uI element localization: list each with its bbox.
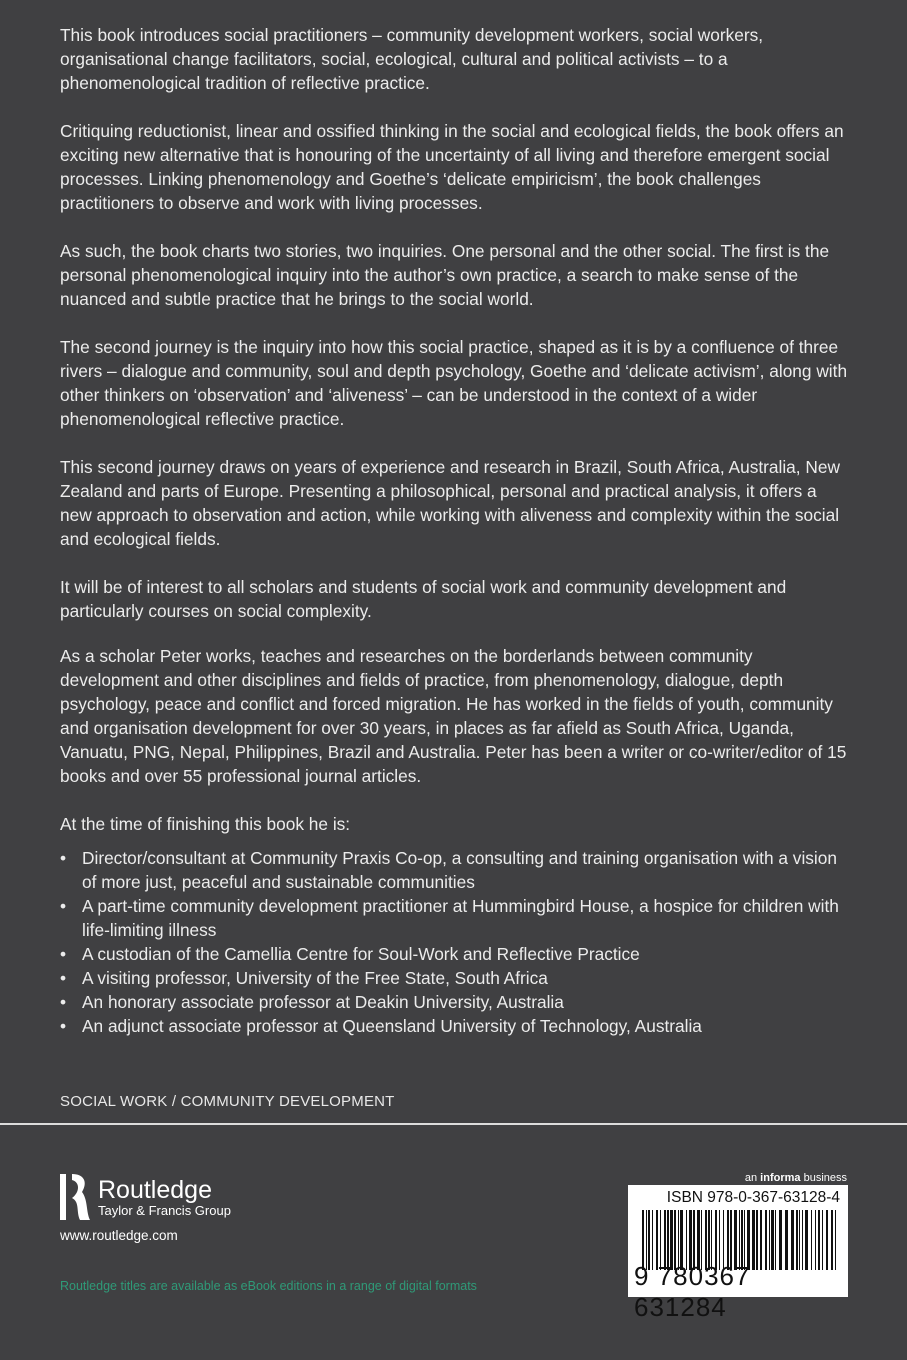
book-description (60, 23, 850, 647)
description-paragraph: As such, the book charts two stories, two inquiries. One personal and the other social. The first is the personal phenomenological inquiry into the author’s own practice, a search to make sense of the nuanced and subtle practice that he brings to the social world. (60, 241, 830, 309)
publisher-name: Routledge (98, 1175, 212, 1204)
ebook-note: Routledge titles are available as eBook editions in a range of digital formats (60, 1279, 477, 1293)
subject-category: SOCIAL WORK / COMMUNITY DEVELOPMENT (60, 1093, 395, 1110)
author-bio (60, 644, 850, 1038)
list-item: • A part-time community development practitioner at Hummingbird House, a hospice for children with life-limiting illness (60, 894, 850, 942)
routledge-logo-icon (60, 1172, 90, 1222)
informa-prefix: an (744, 1172, 758, 1184)
isbn-label: ISBN 978-0-367-63128-4 (666, 1189, 840, 1206)
barcode-number: 9 780367 631284 (634, 1261, 751, 1322)
author-bio-paragraph: As a scholar Peter works, teaches and researches on the borderlands between community development and other disciplines and fields of practice, from phenomenology, dialogue, depth psychology, peace and conflict and forced migration. He has worked in the fields of youth, community and organisation development for over 30 years, in places as far afield as South Africa, Uganda, Vanuatu, PNG, Nepal, Philippines, Brazil and Australia. Peter has been a writer or co-writer/editor of 15 books and over 55 professional journal articles. (60, 646, 847, 786)
list-item: • A custodian of the Camellia Centre for Soul-Work and Reflective Practice (60, 942, 850, 966)
informa-tagline (745, 1172, 847, 1184)
publisher-logo (60, 1172, 231, 1222)
list-item: • A visiting professor, University of the Free State, South Africa (60, 966, 850, 990)
description-paragraph: This book introduces social practitioners – community development workers, social workers, organisational change facilitators, social, ecological, cultural and political activists – to a phenomenological tradition of reflective practice. (60, 25, 764, 93)
author-roles-intro: At the time of finishing this book he is: (60, 814, 351, 834)
description-paragraph: It will be of interest to all scholars and students of social work and community development and particularly courses on social complexity. (60, 577, 787, 621)
list-item: • An adjunct associate professor at Queensland University of Technology, Australia (60, 1014, 850, 1038)
description-paragraph: The second journey is the inquiry into how this social practice, shaped as it is by a confluence of three rivers – dialogue and community, soul and depth psychology, Goethe and ‘delicate activism’, along with other thinkers on ‘observation’ and ‘aliveness’ – can be understood in the context of a wider phenomenological reflective practice. (60, 337, 848, 429)
description-paragraph: Critiquing reductionist, linear and ossified thinking in the social and ecological fields, the book offers an exciting new alternative that is honouring of the uncertainty of all living and therefore emergent social processes. Linking phenomenology and Goethe’s ‘delicate empiricism’, the book challenges practitioners to observe and work with living processes. (60, 121, 844, 213)
list-item: • An honorary associate professor at Deakin University, Australia (60, 990, 850, 1014)
publisher-group: Taylor & Francis Group (98, 1202, 231, 1218)
informa-brand: informa (760, 1172, 801, 1184)
list-item: • Director/consultant at Community Praxis Co-op, a consulting and training organisation with a vision of more just, peaceful and sustainable communities (60, 846, 850, 894)
divider (0, 1123, 907, 1125)
publisher-url[interactable]: www.routledge.com (60, 1228, 178, 1243)
informa-suffix: business (803, 1172, 847, 1184)
author-roles-list (60, 846, 850, 1038)
description-paragraph: This second journey draws on years of experience and research in Brazil, South Africa, Australia, New Zealand and parts of Europe. Presenting a philosophical, personal and practical analysis, it offers a new approach to observation and action, while working with aliveness and complexity within the social and ecological fields. (60, 457, 840, 549)
isbn-barcode (628, 1185, 848, 1322)
